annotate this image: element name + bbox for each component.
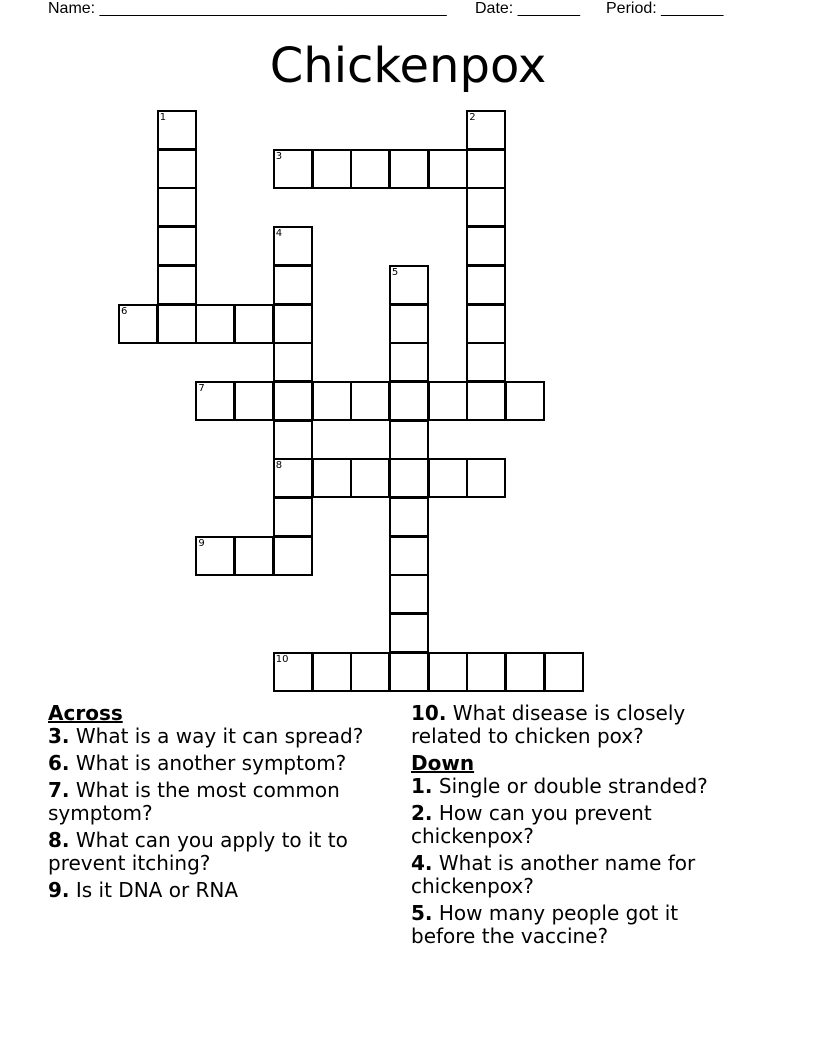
down-heading: Down bbox=[411, 751, 475, 775]
clue-text: What is a way it can spread? bbox=[75, 724, 364, 748]
clues-column-right bbox=[411, 702, 741, 952]
crossword-cell[interactable] bbox=[157, 226, 197, 266]
clue-number: 1. bbox=[411, 774, 433, 798]
name-field-label[interactable]: Name: _______________________________________ bbox=[48, 0, 447, 17]
crossword-cell[interactable] bbox=[428, 149, 468, 189]
crossword-cell[interactable] bbox=[195, 381, 235, 421]
crossword-cell[interactable] bbox=[428, 381, 468, 421]
crossword-cell[interactable] bbox=[428, 652, 468, 692]
cell-number: 10 bbox=[275, 653, 289, 665]
clue-number: 6. bbox=[48, 751, 70, 775]
clue-text: What disease is closely related to chicken pox? bbox=[411, 701, 686, 748]
period-field-label[interactable]: Period: _______ bbox=[606, 0, 724, 17]
crossword-cell[interactable] bbox=[312, 458, 352, 498]
crossword-cell[interactable] bbox=[195, 536, 235, 576]
crossword-cell[interactable] bbox=[157, 110, 197, 150]
clue-text: What is another symptom? bbox=[75, 751, 347, 775]
crossword-cell[interactable] bbox=[505, 381, 545, 421]
crossword-cell[interactable] bbox=[389, 536, 429, 576]
clue-number: 10. bbox=[411, 701, 447, 725]
crossword-cell[interactable] bbox=[466, 652, 506, 692]
crossword-cell[interactable] bbox=[389, 420, 429, 460]
clue-number: 2. bbox=[411, 801, 433, 825]
date-field-label[interactable]: Date: _______ bbox=[475, 0, 580, 17]
cell-number: 7 bbox=[198, 382, 205, 394]
cell-number: 4 bbox=[275, 228, 283, 240]
crossword-cell[interactable] bbox=[350, 381, 390, 421]
crossword-cell[interactable] bbox=[234, 381, 274, 421]
crossword-cell[interactable] bbox=[350, 458, 390, 498]
clue-text: What is another name for chickenpox? bbox=[411, 851, 696, 898]
crossword-cell[interactable] bbox=[273, 304, 313, 344]
clue-text: How can you prevent chickenpox? bbox=[411, 801, 652, 848]
crossword-cell[interactable] bbox=[273, 536, 313, 576]
clues-column-left bbox=[48, 702, 393, 906]
crossword-cell[interactable] bbox=[118, 304, 158, 344]
cell-number: 6 bbox=[121, 305, 128, 317]
crossword-cell[interactable] bbox=[505, 652, 545, 692]
clue-down-1 bbox=[411, 775, 741, 798]
clue-text: How many people got it before the vaccine? bbox=[411, 901, 679, 948]
crossword-cell[interactable] bbox=[273, 149, 313, 189]
cell-number: 9 bbox=[198, 537, 205, 549]
crossword-cell[interactable] bbox=[312, 149, 352, 189]
clue-text: What is the most common symptom? bbox=[48, 778, 340, 825]
crossword-cell[interactable] bbox=[157, 187, 197, 227]
crossword-cell[interactable] bbox=[273, 420, 313, 460]
clue-number: 4. bbox=[411, 851, 433, 875]
crossword-cell[interactable] bbox=[466, 458, 506, 498]
crossword-cell[interactable] bbox=[350, 652, 390, 692]
clue-down-2 bbox=[411, 802, 741, 848]
crossword-cell[interactable] bbox=[428, 458, 468, 498]
cell-number: 3 bbox=[275, 150, 283, 162]
clue-text: Single or double stranded? bbox=[438, 774, 708, 798]
crossword-cell[interactable] bbox=[389, 497, 429, 537]
crossword-cell[interactable] bbox=[234, 304, 274, 344]
crossword-cell[interactable] bbox=[389, 265, 429, 305]
clue-number: 7. bbox=[48, 778, 70, 802]
clue-text: What can you apply to it to prevent itching? bbox=[48, 828, 348, 875]
crossword-cell[interactable] bbox=[234, 536, 274, 576]
crossword-cell[interactable] bbox=[389, 149, 429, 189]
cell-number: 8 bbox=[275, 460, 283, 472]
crossword-cell[interactable] bbox=[312, 652, 352, 692]
clue-across-10 bbox=[411, 702, 741, 748]
crossword-cell[interactable] bbox=[273, 381, 313, 421]
crossword-cell[interactable] bbox=[273, 458, 313, 498]
crossword-cell[interactable] bbox=[466, 226, 506, 266]
crossword-cell[interactable] bbox=[157, 304, 197, 344]
clue-across-6 bbox=[48, 752, 393, 775]
crossword-cell[interactable] bbox=[195, 304, 235, 344]
crossword-cell[interactable] bbox=[389, 458, 429, 498]
crossword-cell[interactable] bbox=[350, 149, 390, 189]
crossword-cell[interactable] bbox=[273, 265, 313, 305]
clue-number: 8. bbox=[48, 828, 70, 852]
crossword-cell[interactable] bbox=[544, 652, 584, 692]
crossword-cell[interactable] bbox=[466, 304, 506, 344]
clue-number: 5. bbox=[411, 901, 433, 925]
crossword-cell[interactable] bbox=[389, 381, 429, 421]
clue-across-8 bbox=[48, 829, 393, 875]
crossword-cell[interactable] bbox=[389, 574, 429, 614]
crossword-cell[interactable] bbox=[466, 187, 506, 227]
across-heading: Across bbox=[48, 701, 123, 725]
crossword-cell[interactable] bbox=[389, 652, 429, 692]
cell-number: 2 bbox=[469, 112, 476, 123]
crossword-cell[interactable] bbox=[157, 149, 197, 189]
cell-number: 5 bbox=[391, 266, 399, 278]
crossword-cell[interactable] bbox=[273, 652, 313, 692]
crossword-cell[interactable] bbox=[466, 265, 506, 305]
crossword-cell[interactable] bbox=[389, 342, 429, 382]
crossword-cell[interactable] bbox=[273, 342, 313, 382]
clue-down-5 bbox=[411, 902, 741, 948]
crossword-cell[interactable] bbox=[466, 381, 506, 421]
crossword-cell[interactable] bbox=[312, 381, 352, 421]
clue-across-3 bbox=[48, 725, 393, 748]
clue-text: Is it DNA or RNA bbox=[75, 878, 239, 902]
crossword-cell[interactable] bbox=[466, 149, 506, 189]
crossword-cell[interactable] bbox=[389, 613, 429, 653]
crossword-cell[interactable] bbox=[157, 265, 197, 305]
clue-across-9 bbox=[48, 879, 393, 902]
page-title: Chickenpox bbox=[269, 38, 547, 94]
clue-down-4 bbox=[411, 852, 741, 898]
crossword-cell[interactable] bbox=[466, 342, 506, 382]
crossword-cell[interactable] bbox=[389, 304, 429, 344]
cell-number: 1 bbox=[159, 112, 167, 123]
crossword-cell[interactable] bbox=[273, 497, 313, 537]
crossword-cell[interactable] bbox=[273, 226, 313, 266]
clue-number: 3. bbox=[48, 724, 70, 748]
clue-number: 9. bbox=[48, 878, 70, 902]
clue-across-7 bbox=[48, 779, 393, 825]
crossword-cell[interactable] bbox=[466, 110, 506, 150]
